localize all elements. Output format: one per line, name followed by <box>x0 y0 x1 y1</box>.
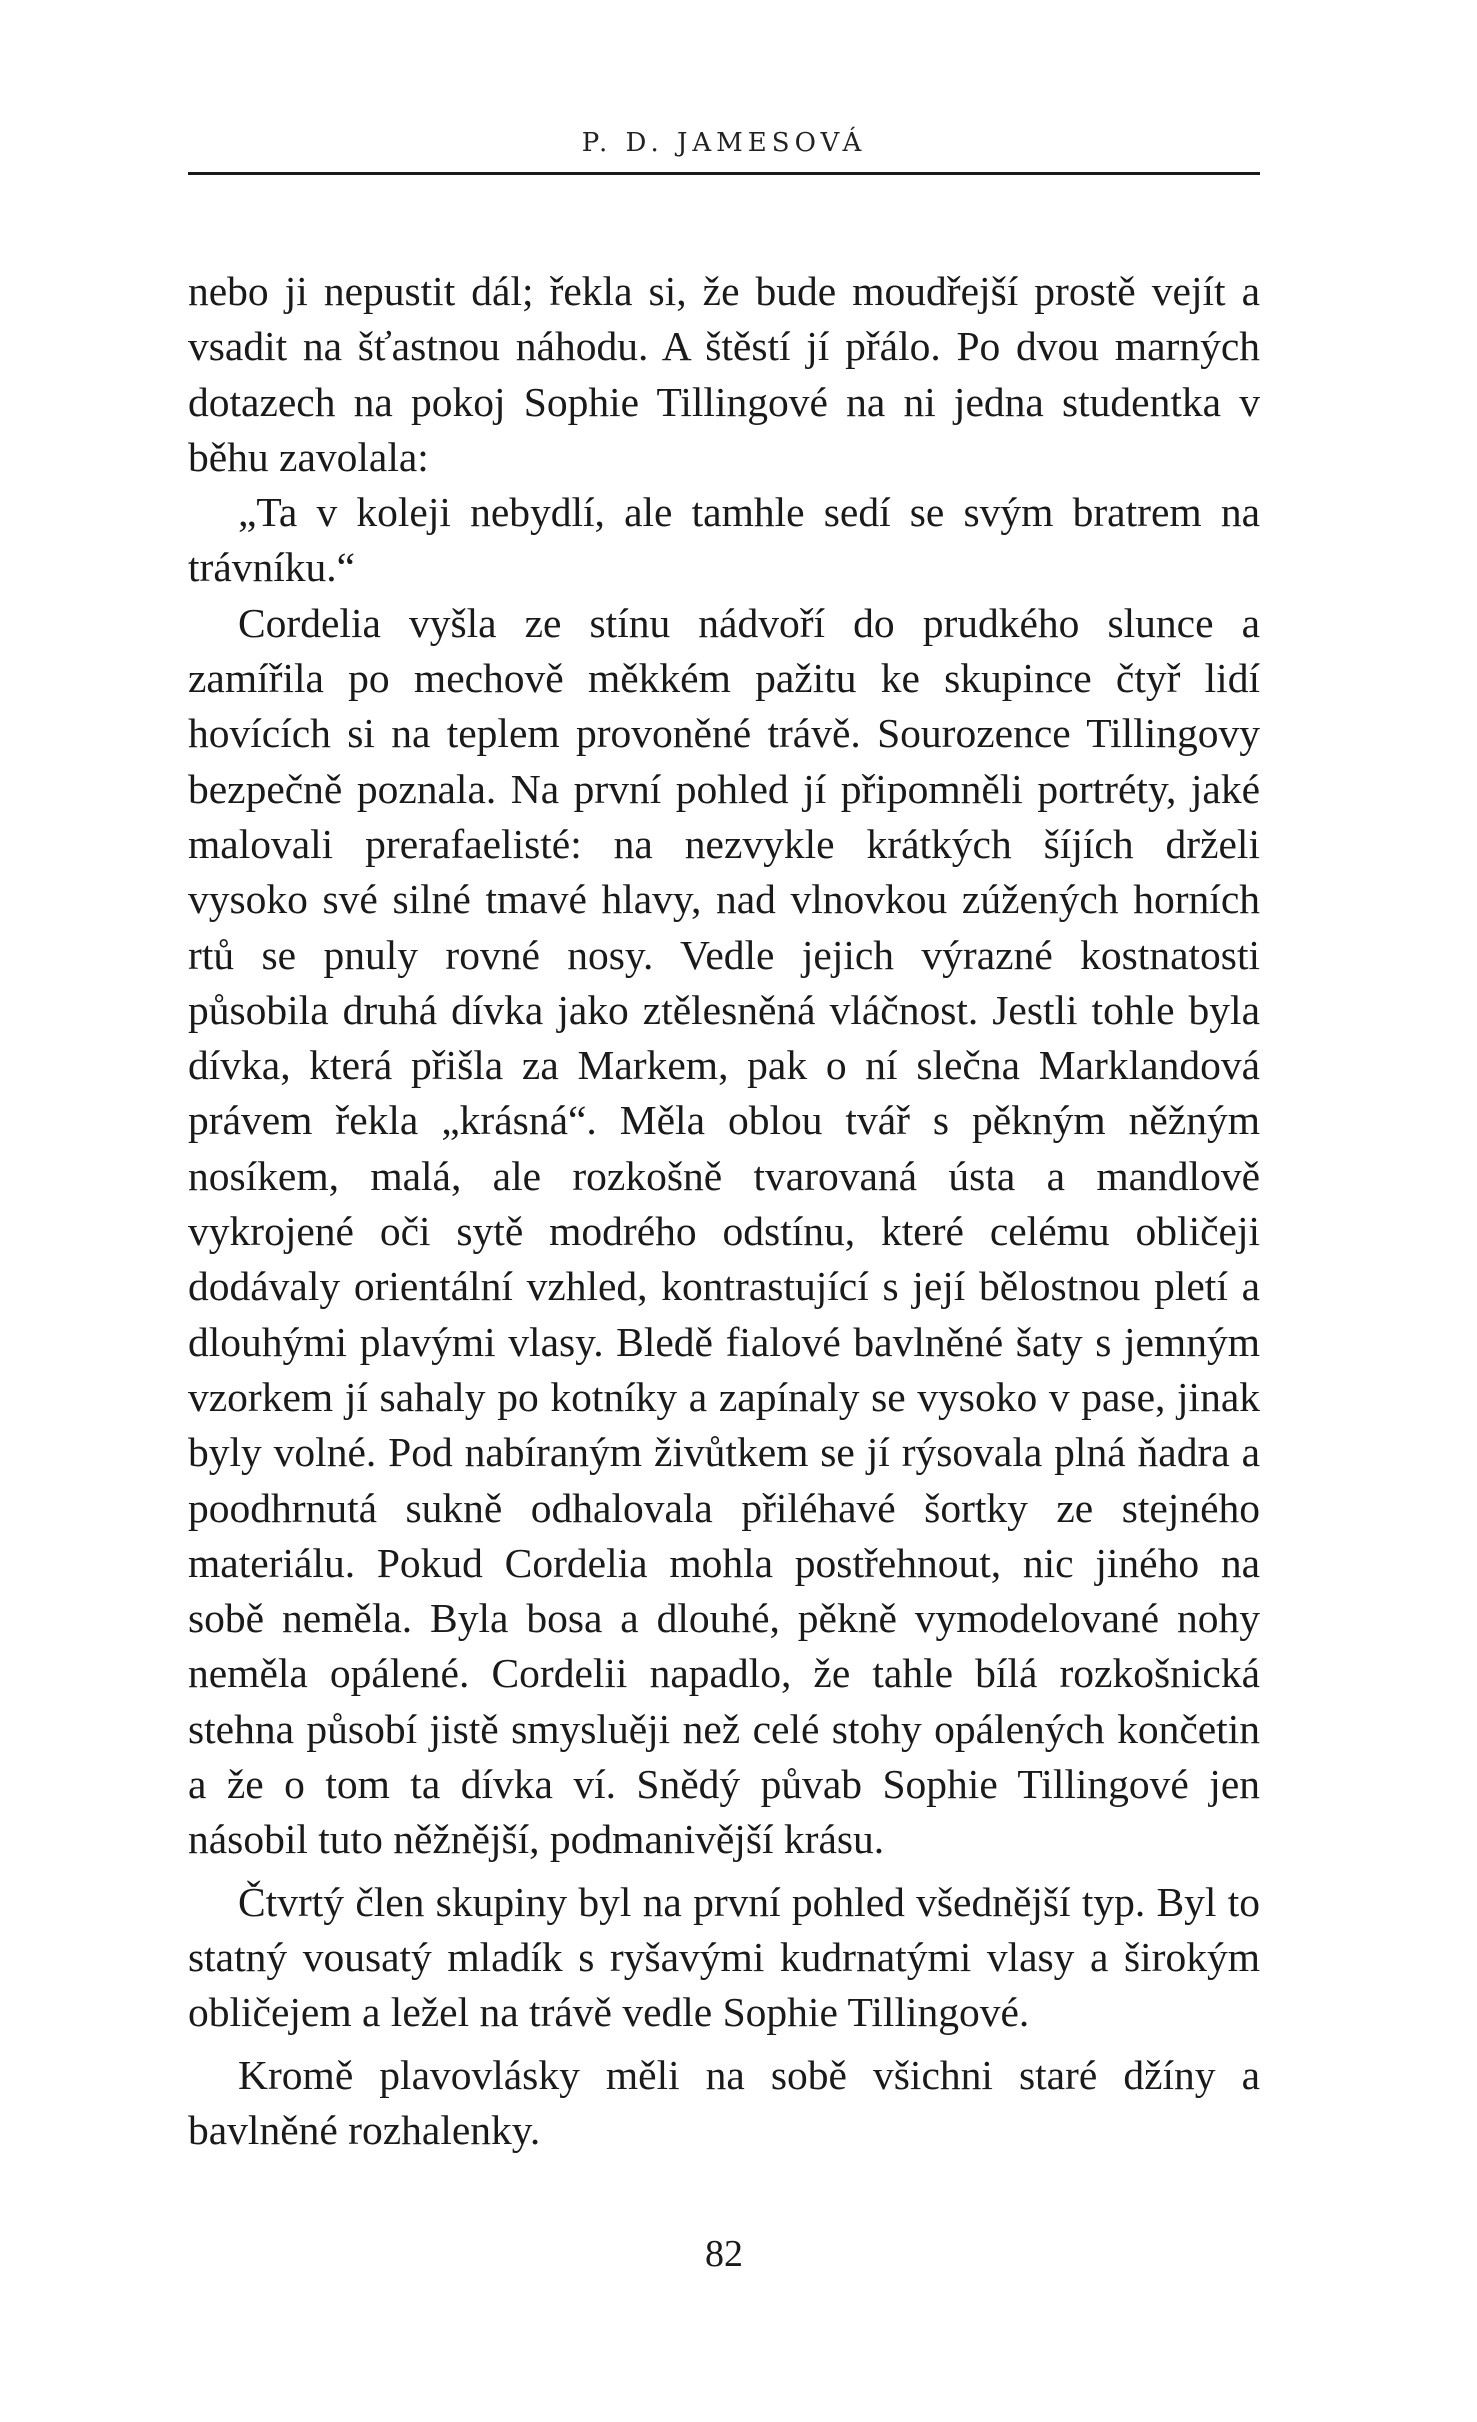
paragraph-3: Cordelia vyšla ze stínu nádvoří do prudkého slunce a zamířila po mechově měkkém pažitu ke skupince čtyř lidí hovících si na teplem provoněné trávě. Sourozence Tillingovy bezpečně poznala. Na první pohled jí připomněli portréty, jaké malovali prerafaelisté: na nezvykle krátkých šíjích drželi vysoko své silné tmavé hlavy, nad vlnovkou zúžených horních rtů se pnuly rovné nosy. Vedle jejich výrazné kostnatosti působila druhá dívka jako ztělesněná vláčnost. Jestli tohle byla dívka, která přišla za Markem, pak o ní slečna Marklandová právem řekla „krásná“. Měla oblou tvář s pěkným něžným nosíkem, malá, ale rozkošně tvarovaná ústa a mandlově vykrojené oči sytě modrého odstínu, které celému obličeji dodávaly orientální vzhled, kontrastující s její bělostnou pletí a dlouhými plavými vlasy. Bledě fialové bavlněné šaty s jemným vzorkem jí sahaly po kotníky a zapínaly se vysoko v pase, jinak byly volné. Pod nabíraným živůtkem se jí rýsovala plná ňadra a poodhrnutá sukně odhalovala přiléhavé šortky ze stejného materiálu. Pokud Cordelia mohla postřehnout, nic jiného na sobě neměla. Byla bosa a dlouhé, pěkně vymodelované nohy neměla opálené. Cordelii napadlo, že tahle bílá rozkošnická stehna působí jistě smysluěji než celé stohy opálených končetin a že o tom ta dívka ví. Snědý půvab Sophie Tillingové jen násobil tuto něžnější, podmanivější krásu. <box>188 599 1260 1863</box>
page-number: 82 <box>705 2233 743 2275</box>
paragraph-2: „Ta v koleji nebydlí, ale tamhle sedí se svým bratrem na trávníku.“ <box>188 489 1260 591</box>
running-head: P. D. JAMESOVÁ <box>581 128 867 158</box>
header-rule <box>188 172 1260 175</box>
paragraph-1: nebo ji nepustit dál; řekla si, že bude moudřejší prostě vejít a vsadit na šťastnou náhodu. A štěstí jí přálo. Po dvou marných dotazech na pokoj Sophie Tillingové na ni jedna studentka v běhu zavolala: <box>188 268 1260 480</box>
paragraph-5: Kromě plavovlásky měli na sobě všichni staré džíny a bavlněné rozhalenky. <box>188 2051 1260 2153</box>
body-text <box>188 264 1260 2158</box>
paragraph-4: Čtvrtý člen skupiny byl na první pohled všednější typ. Byl to statný vousatý mladík s ryšavými kudrnatými vlasy a širokým obličejem a ležel na trávě vedle Sophie Tillingové. <box>188 1878 1260 2036</box>
